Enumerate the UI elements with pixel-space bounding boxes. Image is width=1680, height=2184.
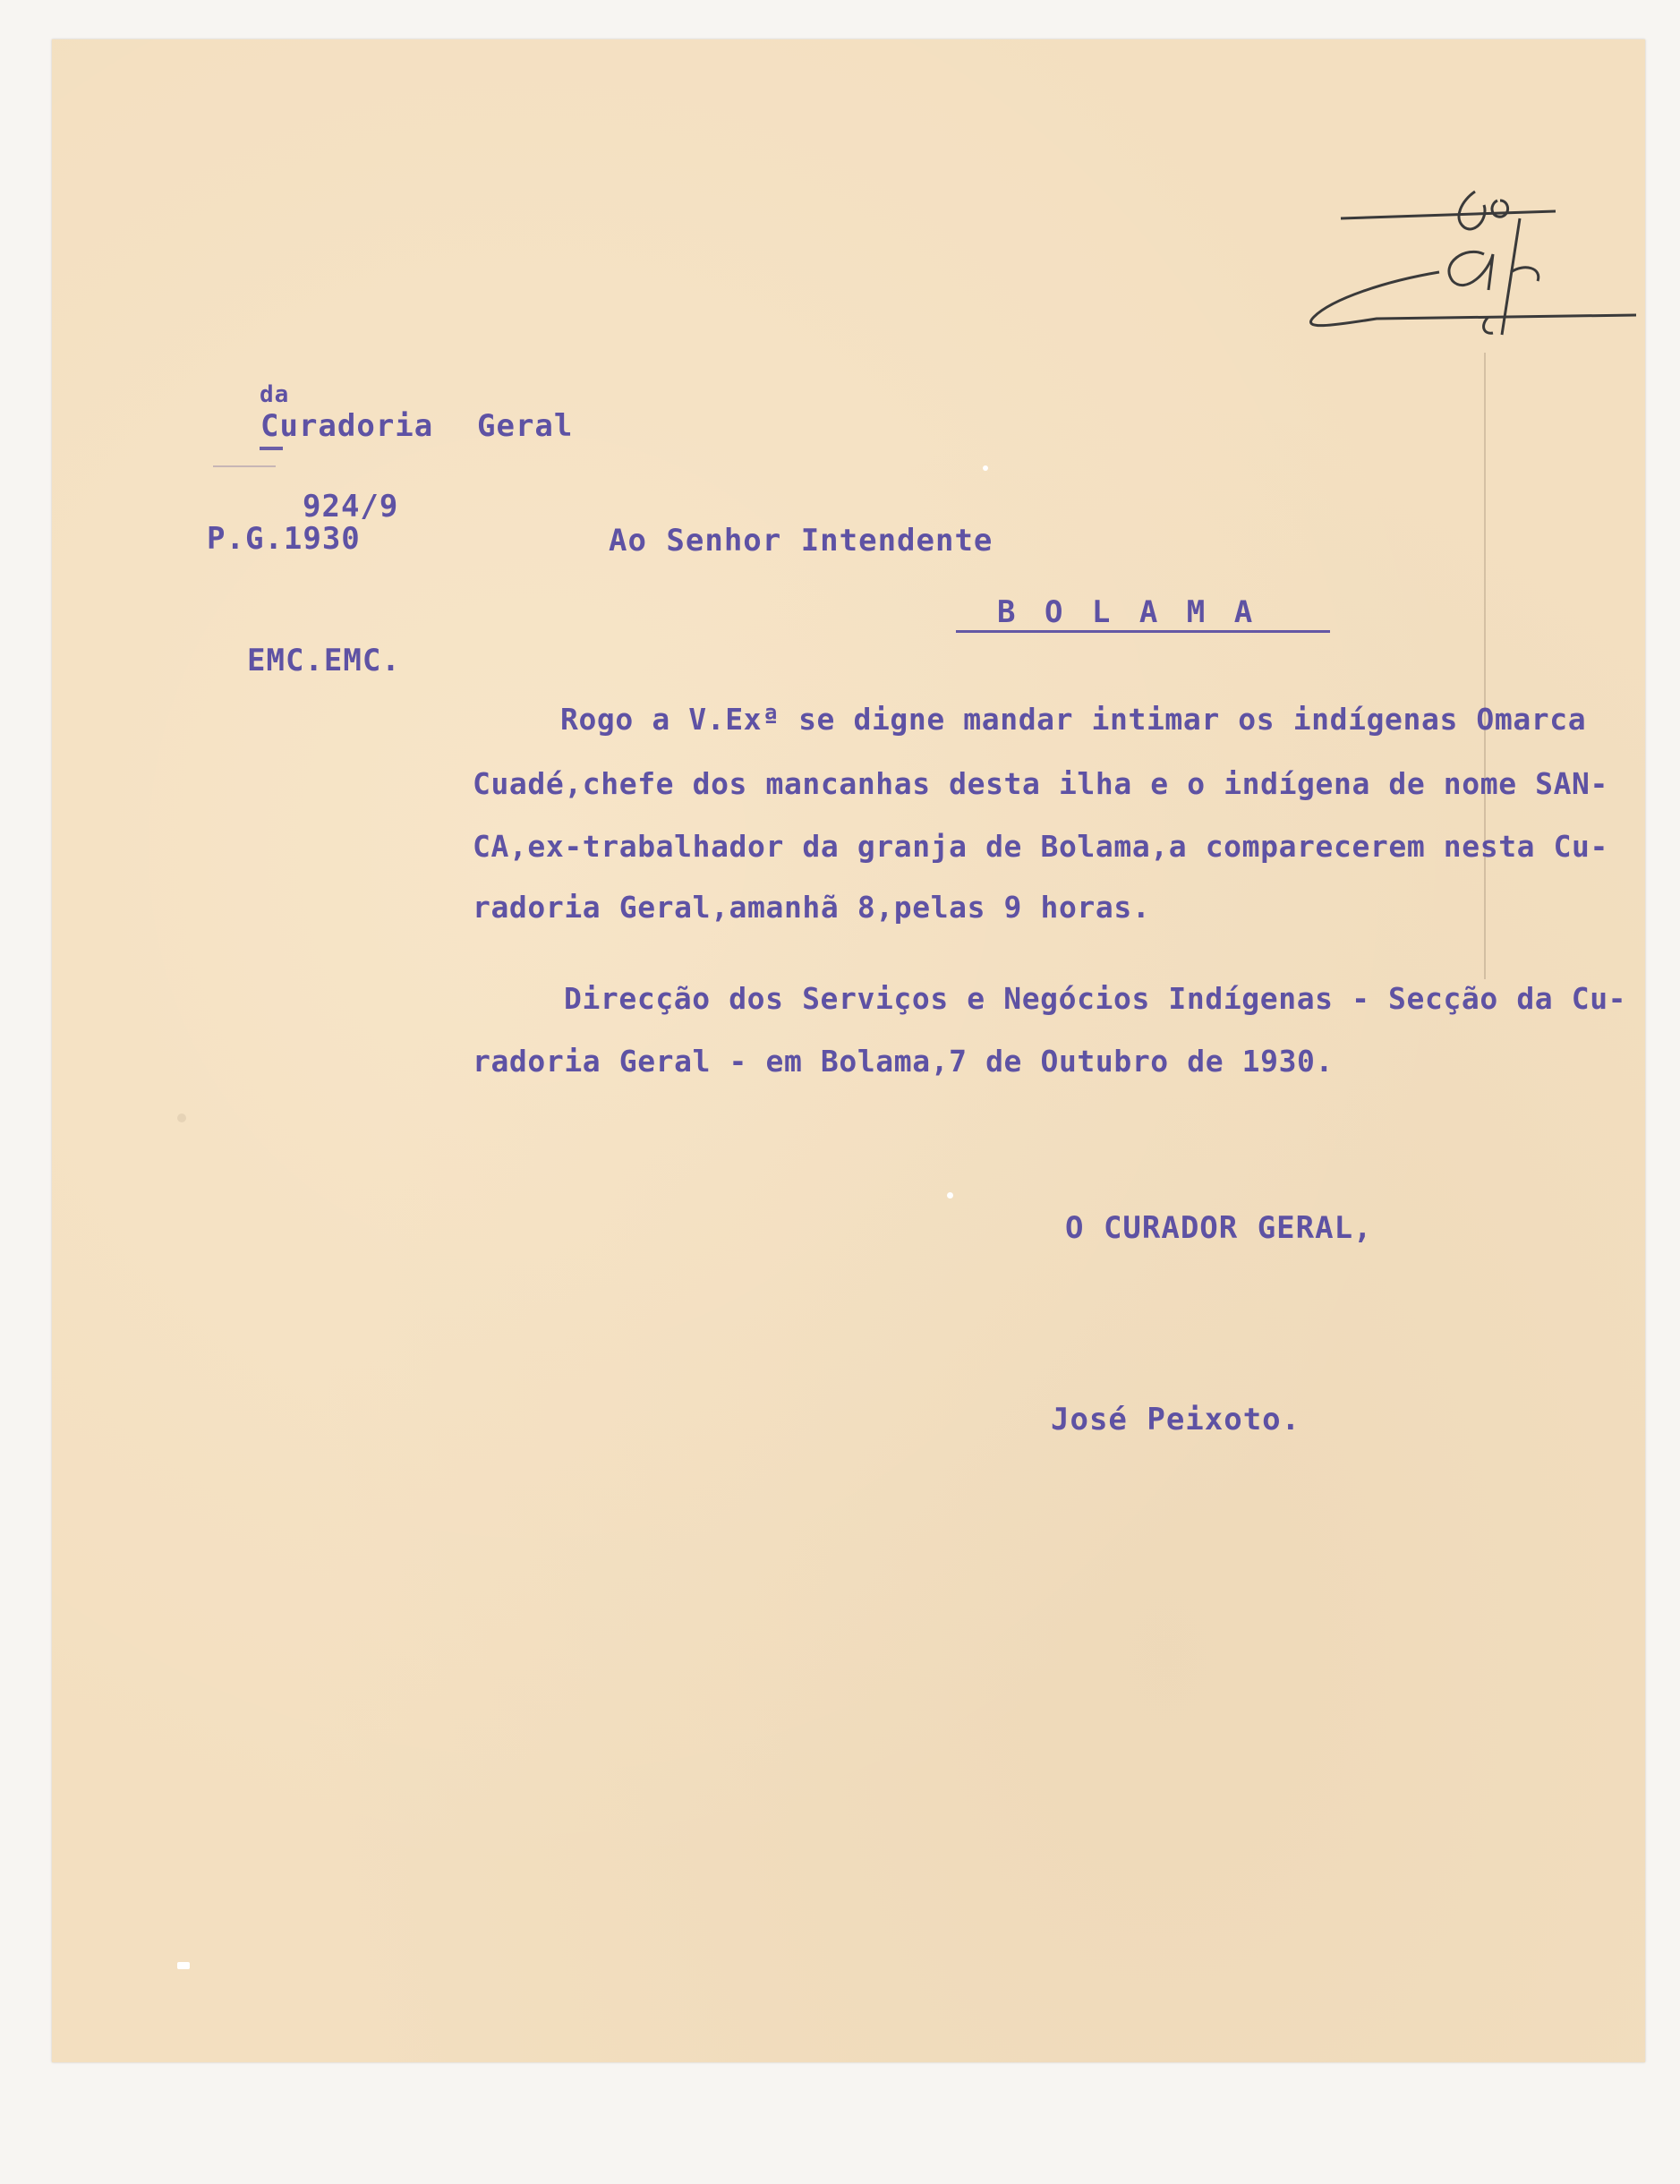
body-line-2: Cuadé,chefe dos mancanhas desta ilha e o indígena de nome SAN-	[473, 766, 1608, 801]
margin-rule	[213, 465, 276, 467]
signature-name: José Peixoto.	[1051, 1402, 1301, 1438]
body-line-3: CA,ex-trabalhador da granja de Bolama,a comparecerem nesta Cu-	[473, 829, 1608, 864]
paper-speck	[947, 1192, 953, 1199]
body-line-4: radoria Geral,amanhã 8,pelas 9 horas.	[473, 890, 1151, 925]
reference-number: 924/9	[303, 489, 399, 525]
office-insert-da: da	[260, 381, 290, 408]
office-prefix: Curadoria	[260, 408, 434, 444]
body-line-1: Rogo a V.Exª se digne mandar intimar os indígenas Omarca	[560, 702, 1587, 737]
addressee-salutation: Ao Senhor Intendente	[609, 523, 994, 559]
handwritten-mark-icon	[1296, 165, 1672, 353]
reference-code: P.G.1930	[207, 521, 361, 557]
letter-page	[52, 39, 1645, 2062]
place-underline	[956, 630, 1330, 633]
addressee-place: B O L A M A	[997, 594, 1258, 630]
paper-fold-line	[1484, 353, 1486, 979]
body-line-5: Direcção dos Serviços e Negócios Indígenas - Secção da Cu-	[564, 981, 1627, 1016]
paper-speck	[177, 1113, 186, 1122]
header-dash	[260, 447, 283, 450]
signature-title: O CURADOR GERAL,	[1065, 1210, 1373, 1246]
handwritten-annotation	[1296, 165, 1672, 353]
paper-speck	[983, 465, 988, 471]
paper-speck	[177, 1962, 190, 1969]
office-suffix: Geral	[477, 408, 574, 444]
body-line-6: radoria Geral - em Bolama,7 de Outubro de 1930.	[473, 1044, 1334, 1079]
typist-initials: EMC.EMC.	[247, 643, 401, 678]
